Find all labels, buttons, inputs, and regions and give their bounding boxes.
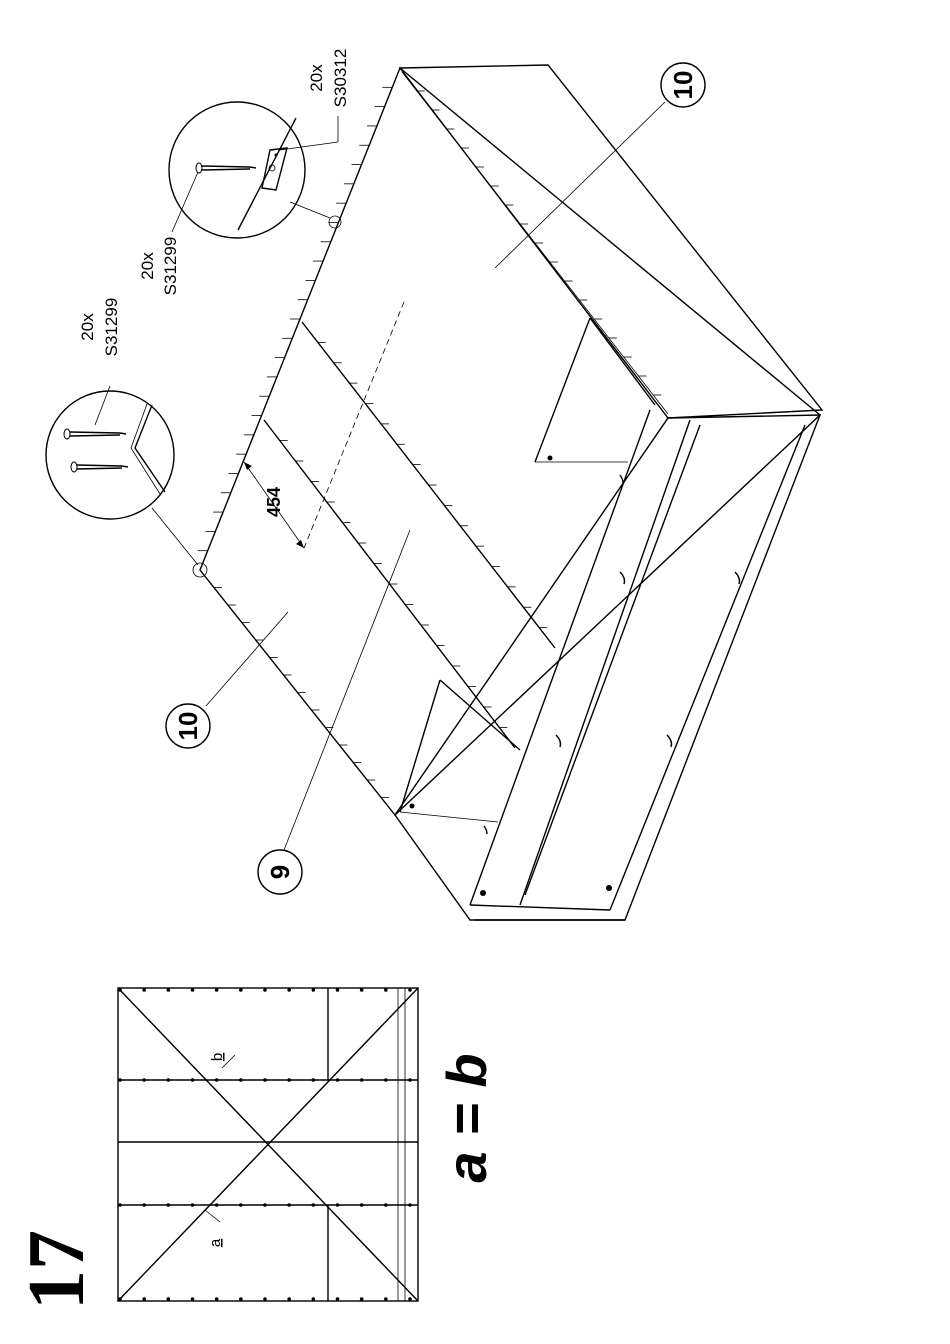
nail-left-qty: 20x xyxy=(78,313,97,341)
front-frame xyxy=(395,415,820,920)
nail-dot xyxy=(191,1203,195,1207)
wardrobe-assembly xyxy=(198,65,822,920)
nail-left-code: S31299 xyxy=(102,297,121,357)
nail-dot xyxy=(142,1203,146,1207)
label-a: a xyxy=(207,1238,224,1248)
callout-part-10-top xyxy=(661,63,705,107)
callout-part-10-left xyxy=(166,704,210,748)
back-panel-outline xyxy=(200,68,820,815)
part-10-top-label: 10 xyxy=(668,70,698,100)
nail-dot xyxy=(360,1203,364,1207)
nail-dot xyxy=(142,1297,146,1301)
nail-dot xyxy=(239,1203,243,1207)
nail-right-qty: 20x xyxy=(138,252,157,280)
bracket-label-leader xyxy=(280,142,338,150)
nail-dot xyxy=(118,1078,122,1082)
detail-circle xyxy=(169,102,305,238)
nail-dot xyxy=(287,1078,291,1082)
nail-dot xyxy=(167,1203,171,1207)
nail-dot xyxy=(215,1203,219,1207)
nail-dot xyxy=(239,1297,243,1301)
leader-part10-left xyxy=(206,612,288,706)
part-10-left-label: 10 xyxy=(173,711,203,741)
nail-dot xyxy=(408,1297,412,1301)
nail-dot xyxy=(167,988,171,992)
nail-right-code: S31299 xyxy=(161,236,180,296)
dimension-label: 454 xyxy=(264,486,284,518)
frame-rail-1 xyxy=(470,410,650,905)
frame-rail-3 xyxy=(525,425,700,895)
frame-rail-4 xyxy=(610,425,805,910)
nail-dot xyxy=(191,1078,195,1082)
opening-right-edge xyxy=(535,318,590,462)
nail-dot xyxy=(239,1078,243,1082)
nail-dot xyxy=(408,988,412,992)
callout-part-9 xyxy=(258,850,302,894)
part-9-label: 9 xyxy=(265,864,295,880)
nail-dot xyxy=(287,1297,291,1301)
label-b: b xyxy=(209,1052,226,1062)
nail-dot xyxy=(287,988,291,992)
nail-dot xyxy=(287,1203,291,1207)
nail-dot xyxy=(312,1078,316,1082)
nail-dot xyxy=(408,1078,412,1082)
nail-dot xyxy=(263,1078,267,1082)
detail-board-edge xyxy=(135,405,165,492)
detail-bubble-bracket xyxy=(138,49,350,296)
frame-bottom-inner xyxy=(470,905,610,910)
opening-right-top xyxy=(590,318,655,405)
opening-left-bottom xyxy=(400,812,498,822)
bracket-qty: 20x xyxy=(307,64,326,92)
detail-leader xyxy=(290,202,330,218)
leader-part10-top xyxy=(495,102,665,268)
nail-dot xyxy=(142,988,146,992)
nail-dot xyxy=(167,1078,171,1082)
nail-dot xyxy=(384,1078,388,1082)
diagonal-formula: a = b xyxy=(435,1053,498,1183)
nail-dot xyxy=(312,988,316,992)
dimension-arrow-start xyxy=(244,462,252,470)
nail-ticks xyxy=(198,87,662,797)
nail-dot xyxy=(263,1297,267,1301)
nail-dot xyxy=(336,1078,340,1082)
angle-marker-a xyxy=(205,1210,220,1222)
nail-dot xyxy=(360,1297,364,1301)
nail-dot xyxy=(384,1297,388,1301)
bracket-code: S30312 xyxy=(331,48,350,108)
detail-circle xyxy=(46,391,174,519)
nail-dot xyxy=(336,988,340,992)
dimension-arrow-end xyxy=(296,540,304,548)
frame-rail-2 xyxy=(520,420,690,905)
nail-dot xyxy=(360,1078,364,1082)
nail-dot xyxy=(215,988,219,992)
detail-bubble-nails xyxy=(46,298,207,577)
nail-dot xyxy=(336,1297,340,1301)
nail-dot xyxy=(118,1297,122,1301)
nail-dot xyxy=(312,1203,316,1207)
nail-dot xyxy=(336,1203,340,1207)
nail-dot xyxy=(312,1297,316,1301)
nail-dot xyxy=(263,1203,267,1207)
nail-icon xyxy=(64,429,126,439)
nail-dot xyxy=(167,1297,171,1301)
leader-part9 xyxy=(284,530,410,850)
nail-dot xyxy=(408,1203,412,1207)
nail-dot xyxy=(239,988,243,992)
diagonal-check-view xyxy=(118,988,418,1301)
nail-icon xyxy=(71,462,128,472)
nail-dot xyxy=(215,1297,219,1301)
nail-dot xyxy=(191,988,195,992)
nail-dot xyxy=(215,1078,219,1082)
detail-leader xyxy=(152,508,198,565)
nail-dot xyxy=(384,988,388,992)
nail-dot xyxy=(118,1203,122,1207)
nail-dot xyxy=(191,1297,195,1301)
detail-board-edge xyxy=(238,118,296,230)
nail-dot xyxy=(384,1203,388,1207)
nail-dot xyxy=(142,1078,146,1082)
nail-dot xyxy=(118,988,122,992)
step-number: 17 xyxy=(13,1230,101,1310)
reference-dashed-line xyxy=(304,302,404,548)
nail-dot xyxy=(263,988,267,992)
nail-dot xyxy=(360,988,364,992)
nail-icon xyxy=(196,163,256,173)
